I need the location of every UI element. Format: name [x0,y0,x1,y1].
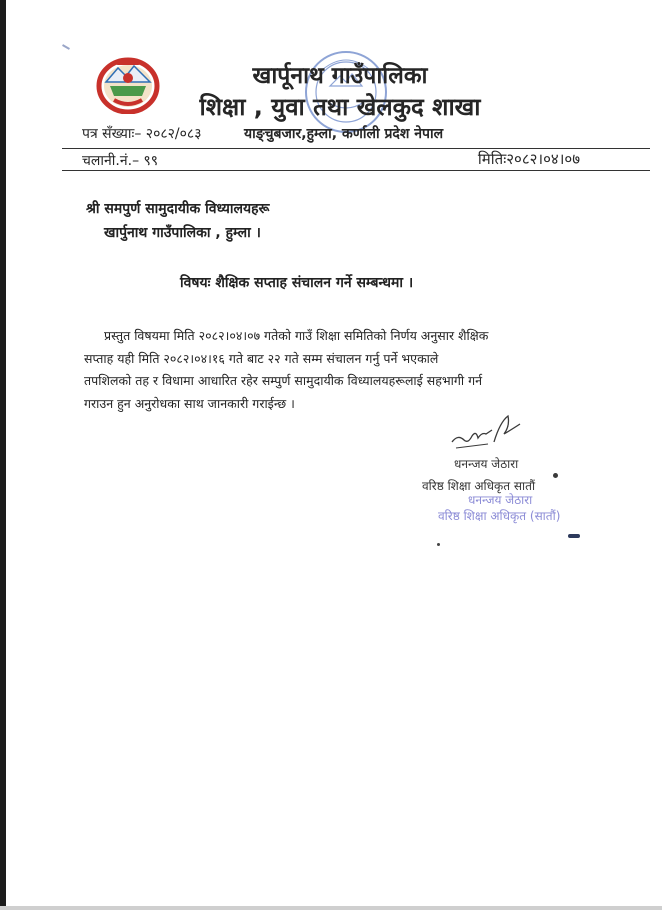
org-name: खार्पूनाथ गाउँपालिका [252,63,428,89]
letter-date: मितिः२०८२।०४।०७ [477,150,580,168]
stray-ink-mark [62,44,70,50]
header-rule-bottom [62,170,650,171]
body-line: सप्ताह यही मिति २०८२।०४।१६ गते बाट २२ गते सम्म संचालन गर्नु पर्ने भएकाले [84,351,439,366]
scan-edge-bottom [0,906,662,910]
body-line: तपशिलको तह र विधामा आधारित रहेर सम्पुर्ण सामुदायीक विध्यालयहरूलाई सहभागी गर्न [84,373,483,388]
scan-edge-shadow [0,0,6,910]
dispatch-number: चलानी.नं.– ९९ [82,153,159,169]
recipient-line-2: खार्पुनाथ गाउँपालिका , हुम्ला । [104,225,261,241]
recipient-line-1: श्री समपुर्ण सामुदायीक विध्यालयहरू [86,201,270,217]
stamp-title: वरिष्ठ शिक्षा अधिकृत (सातौं) [438,509,561,523]
body-line: गराउन हुन अनुरोधका साथ जानकारी गराईन्छ । [84,396,295,411]
body-line: प्रस्तुत विषयमा मिति २०८२।०४।०७ गतेको गाउँ शिक्षा समितिको निर्णय अनुसार शैक्षिक [104,328,489,343]
ref-number: पत्र सँख्याः– २०८२/०८३ [82,126,202,142]
stamp-name: धनन्जय जेठारा [468,493,533,507]
ink-dot [553,473,558,478]
signer-title: वरिष्ठ शिक्षा अधिकृत सातौं [422,479,536,493]
signer-name: धनन्जय जेठारा [454,457,519,471]
ink-dot [437,543,440,546]
section-name: शिक्षा , युवा तथा खेलकुद शाखा [199,93,481,121]
letter-subject: विषयः शैक्षिक सप्ताह संचालन गर्ने सम्बन्धमा । [180,275,414,291]
nepal-emblem-icon [96,56,160,114]
office-address: याङ्चुबजार,हुम्ला, कर्णाली प्रदेश नेपाल [244,126,444,142]
ink-dot [568,534,580,538]
handwritten-signature [448,412,524,452]
